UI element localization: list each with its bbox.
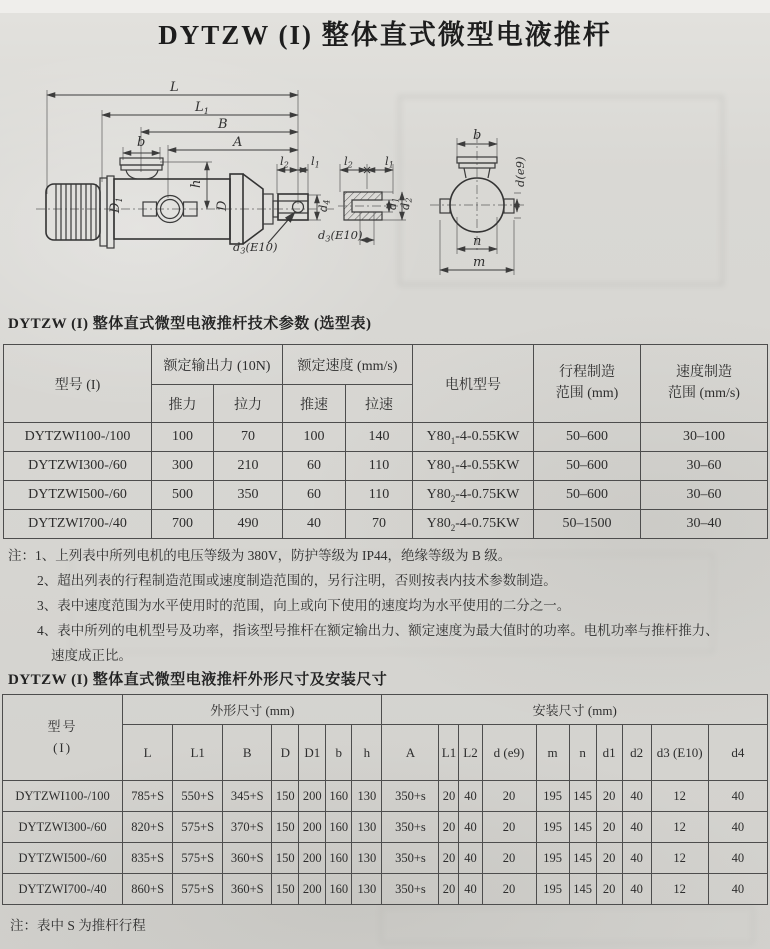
spec-table <box>3 344 768 539</box>
note-line: 注：1、上列表中所列电机的电压等级为 380V，防护等级为 IP44，绝缘等级为 B 级。 <box>8 548 512 563</box>
header-outline-dims-group: 外形尺寸 (mm) <box>123 695 382 725</box>
cell-b: 160 <box>326 874 352 905</box>
cell-model: DYTZWI700-/40 <box>4 510 152 539</box>
dimensions-table-caption: DYTZW (I) 整体直式微型电液推杆外形尺寸及安装尺寸 <box>8 672 388 688</box>
header-speed-range: 速度制造 范围 (mm/s) <box>641 345 768 423</box>
header-col-D: D <box>272 725 299 781</box>
table-row <box>4 510 768 539</box>
cell-m: 195 <box>536 812 569 843</box>
cell-L: 820+S <box>123 812 173 843</box>
cell-model: DYTZWI100-/100 <box>3 781 123 812</box>
technical-drawing <box>0 72 770 312</box>
table-row <box>3 874 768 905</box>
dim-label-d1: $d_1$ <box>385 197 401 210</box>
cell-L1: 575+S <box>173 812 223 843</box>
header-col-L1: L1 <box>173 725 223 781</box>
dim-label-L1: $L_1$ <box>195 100 210 117</box>
dim-label-d4: $d_4$ <box>316 199 332 212</box>
note-line: 2、超出列表的行程制造范围或速度制造范围的，另行注明，否则按表内技术参数制造。 <box>37 573 557 588</box>
cell-push_speed: 60 <box>283 481 346 510</box>
cell-d2: 40 <box>622 874 651 905</box>
cell-AL1: 20 <box>439 812 459 843</box>
cell-A: 350+s <box>382 843 439 874</box>
header-model: 型号 (I) <box>4 345 152 423</box>
cell-d1: 20 <box>596 874 622 905</box>
cell-d4: 40 <box>708 843 767 874</box>
cell-de9: 20 <box>482 874 536 905</box>
side-view-dimensions <box>47 95 317 243</box>
header-pull-force: 拉力 <box>214 385 283 423</box>
stroke-note: 注：表中 S 为推杆行程 <box>10 918 146 933</box>
cell-L: 835+S <box>123 843 173 874</box>
note-line: 4、表中所列的电机型号及功率，指该型号推杆在额定输出力、额定速度为最大值时的功率。电机功率与推杆推力、 <box>37 623 719 638</box>
cell-B: 345+S <box>223 781 272 812</box>
dim-label-l1-section: $l_1$ <box>385 154 394 170</box>
spec-table-caption: DYTZW (I) 整体直式微型电液推杆技术参数 (选型表) <box>8 316 372 332</box>
dim-label-D1: $D_1$ <box>108 197 125 213</box>
header-col-d4: d4 <box>708 725 767 781</box>
cell-L2: 40 <box>459 781 482 812</box>
cell-motor: $Y80_1-4-0.55KW$ <box>413 423 534 452</box>
cell-L2: 40 <box>459 843 482 874</box>
cell-L2: 40 <box>459 812 482 843</box>
header-col-b: b <box>326 725 352 781</box>
cell-n: 145 <box>569 781 596 812</box>
cell-model: DYTZWI500-/60 <box>4 481 152 510</box>
cell-h: 130 <box>352 843 382 874</box>
cell-h: 130 <box>352 812 382 843</box>
cell-pull_speed: 110 <box>346 481 413 510</box>
cell-h: 130 <box>352 781 382 812</box>
note-line: 速度成正比。 <box>51 648 132 663</box>
cell-de9: 20 <box>482 843 536 874</box>
table-row <box>4 452 768 481</box>
table-row <box>4 423 768 452</box>
cell-n: 145 <box>569 874 596 905</box>
cell-B: 360+S <box>223 843 272 874</box>
cell-push: 300 <box>152 452 214 481</box>
dim-label-l1: $l_1$ <box>311 154 320 170</box>
cell-pull: 350 <box>214 481 283 510</box>
cell-pull_speed: 70 <box>346 510 413 539</box>
dim-label-B: B <box>218 117 228 132</box>
cell-motor: $Y80_2-4-0.75KW$ <box>413 510 534 539</box>
cell-push_speed: 100 <box>283 423 346 452</box>
cell-d1: 20 <box>596 843 622 874</box>
cell-pull: 490 <box>214 510 283 539</box>
header-col-L: L <box>123 725 173 781</box>
cell-de9: 20 <box>482 812 536 843</box>
cell-motor: $Y80_1-4-0.55KW$ <box>413 452 534 481</box>
dim-label-D: D <box>215 200 230 211</box>
cell-B: 360+S <box>223 874 272 905</box>
cell-model: DYTZWI500-/60 <box>3 843 123 874</box>
cell-A: 350+s <box>382 812 439 843</box>
header-push-force: 推力 <box>152 385 214 423</box>
cell-d1: 20 <box>596 781 622 812</box>
cell-D1: 200 <box>299 781 326 812</box>
header-col-d2: d2 <box>622 725 651 781</box>
cell-stroke: 50–1500 <box>534 510 641 539</box>
cell-D1: 200 <box>299 812 326 843</box>
dim-label-n: n <box>473 234 482 249</box>
header-col-n: n <box>569 725 596 781</box>
cell-D: 150 <box>272 812 299 843</box>
end-view <box>430 134 524 275</box>
note-line: 3、表中速度范围为水平使用时的范围，向上或向下使用的速度均为水平使用的二分之一。 <box>37 598 571 613</box>
cell-speed: 30–60 <box>641 452 768 481</box>
header-col-d-e9: d (e9) <box>482 725 536 781</box>
cell-speed: 30–40 <box>641 510 768 539</box>
cell-speed: 30–100 <box>641 423 768 452</box>
dim-label-A: A <box>233 135 243 150</box>
dim-label-de9: d(e9) <box>513 156 527 187</box>
cell-push_speed: 60 <box>283 452 346 481</box>
cell-model: DYTZWI300-/60 <box>4 452 152 481</box>
dimensions-table <box>2 694 768 905</box>
cell-b: 160 <box>326 843 352 874</box>
dim-label-b: b <box>137 135 146 150</box>
dim-label-d3-e10: $d_3(E10)$ <box>233 240 278 256</box>
header-push-speed: 推速 <box>283 385 346 423</box>
cell-L1: 575+S <box>173 843 223 874</box>
cell-d2: 40 <box>622 781 651 812</box>
cell-AL1: 20 <box>439 874 459 905</box>
header-stroke-range: 行程制造 范围 (mm) <box>534 345 641 423</box>
cell-model: DYTZWI700-/40 <box>3 874 123 905</box>
cell-A: 350+s <box>382 874 439 905</box>
table-row <box>3 781 768 812</box>
header-rated-force-group: 额定输出力 (10N) <box>152 345 283 385</box>
cell-AL1: 20 <box>439 781 459 812</box>
cell-d4: 40 <box>708 781 767 812</box>
cell-L2: 40 <box>459 874 482 905</box>
cell-stroke: 50–600 <box>534 452 641 481</box>
cell-d3: 12 <box>651 874 708 905</box>
header-motor-model: 电机型号 <box>413 345 534 423</box>
cell-m: 195 <box>536 874 569 905</box>
cell-d3: 12 <box>651 812 708 843</box>
header-col-d3-E10: d3 (E10) <box>651 725 708 781</box>
cell-L1: 575+S <box>173 874 223 905</box>
cell-de9: 20 <box>482 781 536 812</box>
header-install-dims-group: 安装尺寸 (mm) <box>382 695 768 725</box>
header-col-L2: L2 <box>459 725 482 781</box>
cell-pull: 70 <box>214 423 283 452</box>
dim-label-b-endview: b <box>473 128 482 143</box>
header-model: 型号 (I) <box>3 695 123 781</box>
cell-d1: 20 <box>596 812 622 843</box>
header-col-A: A <box>382 725 439 781</box>
table-row <box>3 812 768 843</box>
cell-motor: $Y80_2-4-0.75KW$ <box>413 481 534 510</box>
cell-d4: 40 <box>708 874 767 905</box>
cell-L1: 550+S <box>173 781 223 812</box>
dim-label-d2: $d_2$ <box>398 197 414 210</box>
cell-push: 500 <box>152 481 214 510</box>
header-pull-speed: 拉速 <box>346 385 413 423</box>
cell-pull_speed: 110 <box>346 452 413 481</box>
cell-D1: 200 <box>299 874 326 905</box>
cell-AL1: 20 <box>439 843 459 874</box>
cell-D: 150 <box>272 781 299 812</box>
cell-m: 195 <box>536 781 569 812</box>
cell-model: DYTZWI100-/100 <box>4 423 152 452</box>
dim-label-l2: $l_2$ <box>280 154 289 170</box>
cell-n: 145 <box>569 812 596 843</box>
cell-stroke: 50–600 <box>534 481 641 510</box>
cell-d3: 12 <box>651 843 708 874</box>
cell-speed: 30–60 <box>641 481 768 510</box>
dim-label-d3-e10-section: $d_3(E10)$ <box>318 228 363 244</box>
header-col-h: h <box>352 725 382 781</box>
dim-label-l2-section: $l_2$ <box>344 154 353 170</box>
scan-edge-strip <box>0 0 770 13</box>
header-col-D1: D1 <box>299 725 326 781</box>
side-view-actuator-body <box>36 158 335 248</box>
cell-d3: 12 <box>651 781 708 812</box>
cell-A: 350+s <box>382 781 439 812</box>
page-title: DYTZW (I) 整体直式微型电液推杆 <box>158 20 612 50</box>
cell-push: 100 <box>152 423 214 452</box>
header-col-B: B <box>223 725 272 781</box>
cell-d2: 40 <box>622 843 651 874</box>
cell-push_speed: 40 <box>283 510 346 539</box>
cell-stroke: 50–600 <box>534 423 641 452</box>
table-row <box>4 481 768 510</box>
cell-d2: 40 <box>622 812 651 843</box>
dim-label-L: L <box>170 80 179 95</box>
cell-pull: 210 <box>214 452 283 481</box>
cell-m: 195 <box>536 843 569 874</box>
header-col-d1: d1 <box>596 725 622 781</box>
cell-D1: 200 <box>299 843 326 874</box>
cell-model: DYTZWI300-/60 <box>3 812 123 843</box>
cell-push: 700 <box>152 510 214 539</box>
cell-L: 860+S <box>123 874 173 905</box>
cell-L: 785+S <box>123 781 173 812</box>
cell-b: 160 <box>326 781 352 812</box>
dim-label-h: h <box>189 179 204 188</box>
header-rated-speed-group: 额定速度 (mm/s) <box>283 345 413 385</box>
bleed-through-artifact <box>380 906 754 944</box>
cell-B: 370+S <box>223 812 272 843</box>
cell-pull_speed: 140 <box>346 423 413 452</box>
cell-n: 145 <box>569 843 596 874</box>
header-col-m: m <box>536 725 569 781</box>
header-col-L1-install: L1 <box>439 725 459 781</box>
table-row <box>3 843 768 874</box>
cell-h: 130 <box>352 874 382 905</box>
cell-D: 150 <box>272 843 299 874</box>
cell-D: 150 <box>272 874 299 905</box>
cell-d4: 40 <box>708 812 767 843</box>
cell-b: 160 <box>326 812 352 843</box>
dim-label-m: m <box>473 255 486 270</box>
notes-block <box>8 543 764 668</box>
